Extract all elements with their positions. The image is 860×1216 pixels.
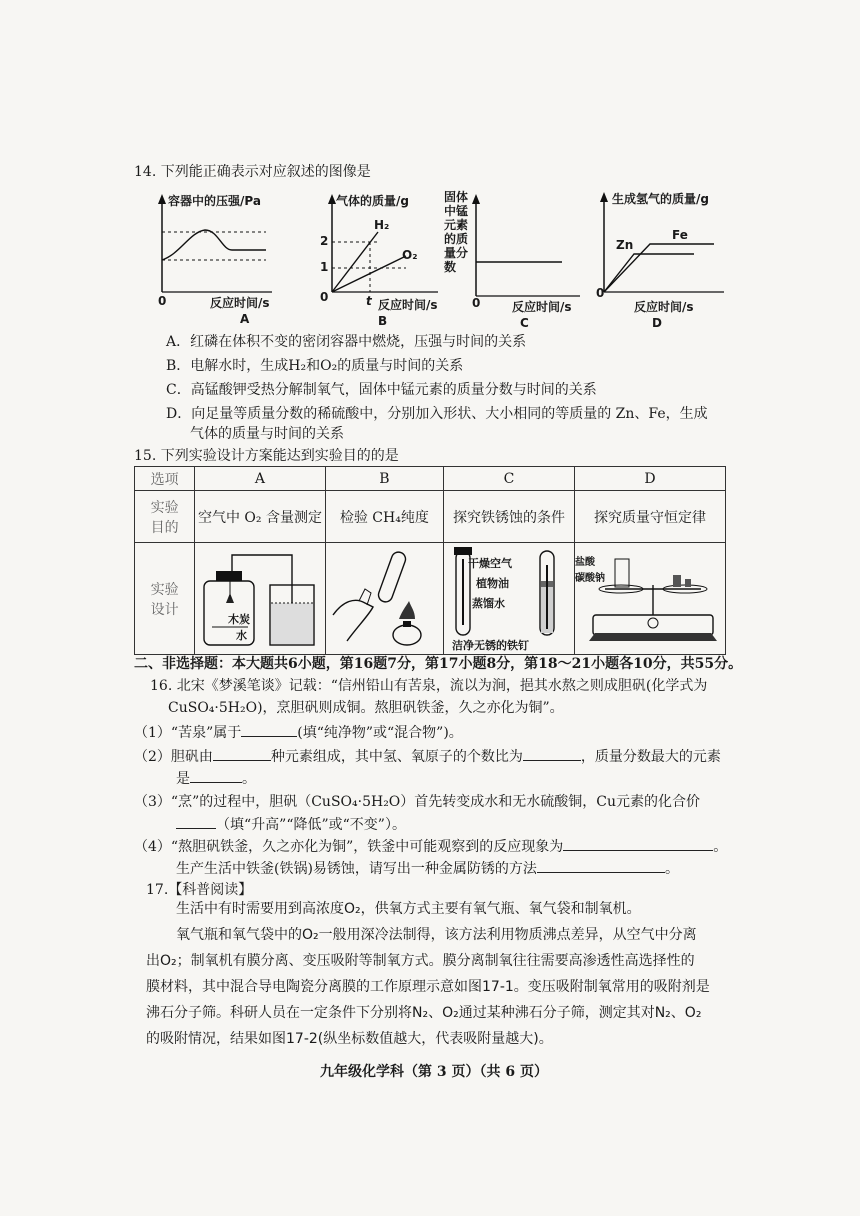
q14-stem: 14. 下列能正确表示对应叙述的图像是 xyxy=(134,164,371,180)
label-charcoal: 木炭 xyxy=(227,612,250,626)
q16-part4-c: 生产生活中铁釜(铁锅)易锈蚀，请写出一种金属防锈的方法 xyxy=(176,861,537,877)
q15-design-a xyxy=(195,543,325,655)
q16-part4-b: 。 xyxy=(713,839,728,855)
methane-test-icon xyxy=(329,545,439,649)
q15-header-b: B xyxy=(325,467,443,491)
q16-blank-2[interactable] xyxy=(213,746,271,761)
q16-part2-cont xyxy=(176,768,256,789)
graph-d-ylabel: 生成氢气的质量/g xyxy=(612,192,709,206)
graph-b-series-o2: O₂ xyxy=(402,248,418,262)
q16-blank-5[interactable] xyxy=(176,814,216,829)
graph-d-letter: D xyxy=(652,316,662,330)
graph-b-tick-2: 2 xyxy=(320,234,329,248)
q15-purpose-d: 探究质量守恒定律 xyxy=(575,491,726,543)
q16-part1-a: （1）“苦泉”属于 xyxy=(134,725,242,741)
graph-a xyxy=(150,192,290,332)
section2-heading: 二、非选择题：本大题共6小题，第16题7分，第17小题8分，第18～21小题各10分，共55分。 xyxy=(134,656,743,672)
q15-header-a: A xyxy=(195,467,325,491)
graph-a-letter: A xyxy=(240,312,250,326)
graph-c-ylabel-6: 数 xyxy=(444,260,457,274)
q15-purpose-c: 探究铁锈蚀的条件 xyxy=(443,491,574,543)
label-sodium-carbonate: 碳酸钠 xyxy=(575,572,605,584)
graph-d-series-fe: Fe xyxy=(672,228,688,242)
q16-part4-a: （4）“熬胆矾铁釜，久之亦化为铜”，铁釜中可能观察到的反应现象为 xyxy=(134,839,564,855)
graph-b-letter: B xyxy=(378,314,388,328)
q15-purpose-b: 检验 CH₄纯度 xyxy=(325,491,443,543)
q16-part1 xyxy=(134,722,463,743)
q16-blank-3[interactable] xyxy=(523,746,581,761)
q17-para2-line4: 沸石分子筛。科研人员在一定条件下分别将N₂、O₂通过某种沸石分子筛，测定其对N₂、O₂ xyxy=(146,1005,702,1021)
graph-d-xlabel: 反应时间/s xyxy=(634,300,694,314)
q15-table xyxy=(134,466,726,655)
graph-c-ylabel-1: 固体 xyxy=(444,190,469,204)
graph-c-ylabel-3: 元素 xyxy=(444,218,469,232)
q17-para1-line1: 生活中有时需要用到高浓度O₂，供氧方式主要有氧气瓶、氧气袋和制氧机。 xyxy=(176,901,641,917)
q16-part2-b: 种元素组成，其中氢、氧原子的个数比为 xyxy=(270,749,523,765)
graph-d-series-zn: Zn xyxy=(616,238,634,252)
label-dry-air: 干燥空气 xyxy=(467,556,512,570)
page-footer: 九年级化学科（第 3 页）（共 6 页） xyxy=(320,1064,548,1080)
q16-part2-c: ，质量分数最大的元素 xyxy=(580,749,721,765)
q16-line2: CuSO₄·5H₂O)，烹胆矾则成铜。熬胆矾铁釜，久之亦化为铜”。 xyxy=(168,700,564,716)
graph-d-origin: 0 xyxy=(596,286,605,300)
q17-title: 17.【科普阅读】 xyxy=(146,882,253,898)
q17-para2-line5: 的吸附情况，结果如图17-2(纵坐标数值越大，代表吸附量越大)。 xyxy=(146,1031,553,1047)
graph-c-ylabel-5: 量分 xyxy=(444,246,469,260)
q16-part2-e: 。 xyxy=(242,771,256,787)
graph-c xyxy=(440,192,590,332)
q15-purpose-a: 空气中 O₂ 含量测定 xyxy=(195,491,325,543)
q14-option-b: B．电解水时，生成H₂和O₂的质量与时间的关系 xyxy=(166,358,464,374)
label-distilled-water: 蒸馏水 xyxy=(471,596,505,610)
combustion-apparatus-icon xyxy=(196,545,324,653)
q14-option-d: D．向足量等质量分数的稀硫酸中，分别加入形状、大小相同的等质量的 Zn、Fe，生成 xyxy=(166,406,708,422)
graph-b-xtick: t xyxy=(366,294,372,308)
q14-option-c: C．高锰酸钾受热分解制氧气，固体中锰元素的质量分数与时间的关系 xyxy=(166,382,597,398)
q15-design-c xyxy=(443,543,574,655)
graph-c-xlabel: 反应时间/s xyxy=(512,300,572,314)
q17-para2-line1: 氧气瓶和氧气袋中的O₂一般用深冷法制得，该方法利用物质沸点差异，从空气中分离 xyxy=(176,927,697,943)
q16-part2-a: （2）胆矾由 xyxy=(134,749,213,765)
q15-header-c: C xyxy=(443,467,574,491)
graph-b-xlabel: 反应时间/s xyxy=(378,298,438,312)
graph-c-ylabel-4: 的质 xyxy=(444,232,469,246)
q15-header-option: 选项 xyxy=(135,467,195,491)
graph-c-letter: C xyxy=(520,316,529,330)
graph-a-origin: 0 xyxy=(158,294,167,308)
q15-row-purpose-label-1: 实验 xyxy=(150,499,179,516)
q16-part4-d: 。 xyxy=(664,861,679,877)
q15-design-b xyxy=(325,543,443,655)
graph-b-ylabel: 气体的质量/g xyxy=(336,194,409,208)
q15-row-purpose-label-2: 目的 xyxy=(150,519,179,536)
graph-c-ylabel-2: 中锰 xyxy=(444,204,469,218)
q16-part4 xyxy=(134,836,727,857)
q15-row-design-label-2: 设计 xyxy=(150,601,179,618)
q16-blank-7[interactable] xyxy=(537,858,665,873)
q16-part2-d: 是 xyxy=(176,771,190,787)
q16-blank-4[interactable] xyxy=(190,768,242,783)
graph-d xyxy=(594,188,734,334)
q16-part3-b: （填“升高”“降低”或“不变”）。 xyxy=(216,817,406,833)
balance-icon xyxy=(575,545,725,653)
graph-b-series-h2: H₂ xyxy=(374,218,390,232)
label-iron-nail: 洁净无锈的铁钉 xyxy=(451,638,529,652)
q15-row-design-label-1: 实验 xyxy=(150,581,179,598)
q15-header-d: D xyxy=(575,467,726,491)
q16-part2 xyxy=(134,746,721,767)
q17-para2-line2: 出O₂；制氧机有膜分离、变压吸附等制氧方式。膜分离制氧往往需要高渗透性高选择性的 xyxy=(146,953,695,969)
graph-a-ylabel: 容器中的压强/Pa xyxy=(168,194,261,208)
q14-option-a: A．红磷在体积不变的密闭容器中燃烧，压强与时间的关系 xyxy=(166,334,527,350)
label-water-a: 水 xyxy=(235,628,247,642)
q16-blank-1[interactable] xyxy=(241,722,297,737)
q15-design-d xyxy=(575,543,726,655)
q14-option-d-cont: 气体的质量与时间的关系 xyxy=(190,426,344,442)
graph-a-xlabel: 反应时间/s xyxy=(210,296,270,310)
q15-row-purpose-label xyxy=(135,491,195,543)
q16-line1: 16. 北宋《梦溪笔谈》记载：“信州铅山有苦泉，流以为涧，挹其水熬之则成胆矾(化学式为 xyxy=(150,678,708,694)
label-oil: 植物油 xyxy=(475,576,509,590)
q17-para2-line3: 膜材料，其中混合导电陶瓷分离膜的工作原理示意如图17-1。变压吸附制氧常用的吸附剂是 xyxy=(146,979,710,995)
q16-part1-b: (填“纯净物”或“混合物”)。 xyxy=(297,725,463,741)
q16-part3-cont xyxy=(176,814,406,835)
q15-stem: 15. 下列实验设计方案能达到实验目的的是 xyxy=(134,448,399,464)
q16-part4-cont xyxy=(176,858,679,879)
graph-b xyxy=(318,192,458,332)
graph-c-origin: 0 xyxy=(472,296,481,310)
label-hydrochloric-acid: 盐酸 xyxy=(575,556,595,568)
graph-b-origin: 0 xyxy=(320,290,329,304)
graph-b-tick-1: 1 xyxy=(320,260,329,274)
q16-blank-6[interactable] xyxy=(563,836,713,851)
q16-part3: （3）“烹”的过程中，胆矾（CuSO₄·5H₂O）首先转变成水和无水硫酸铜，Cu元素的化合价 xyxy=(134,794,701,810)
q15-row-design-label xyxy=(135,543,195,655)
